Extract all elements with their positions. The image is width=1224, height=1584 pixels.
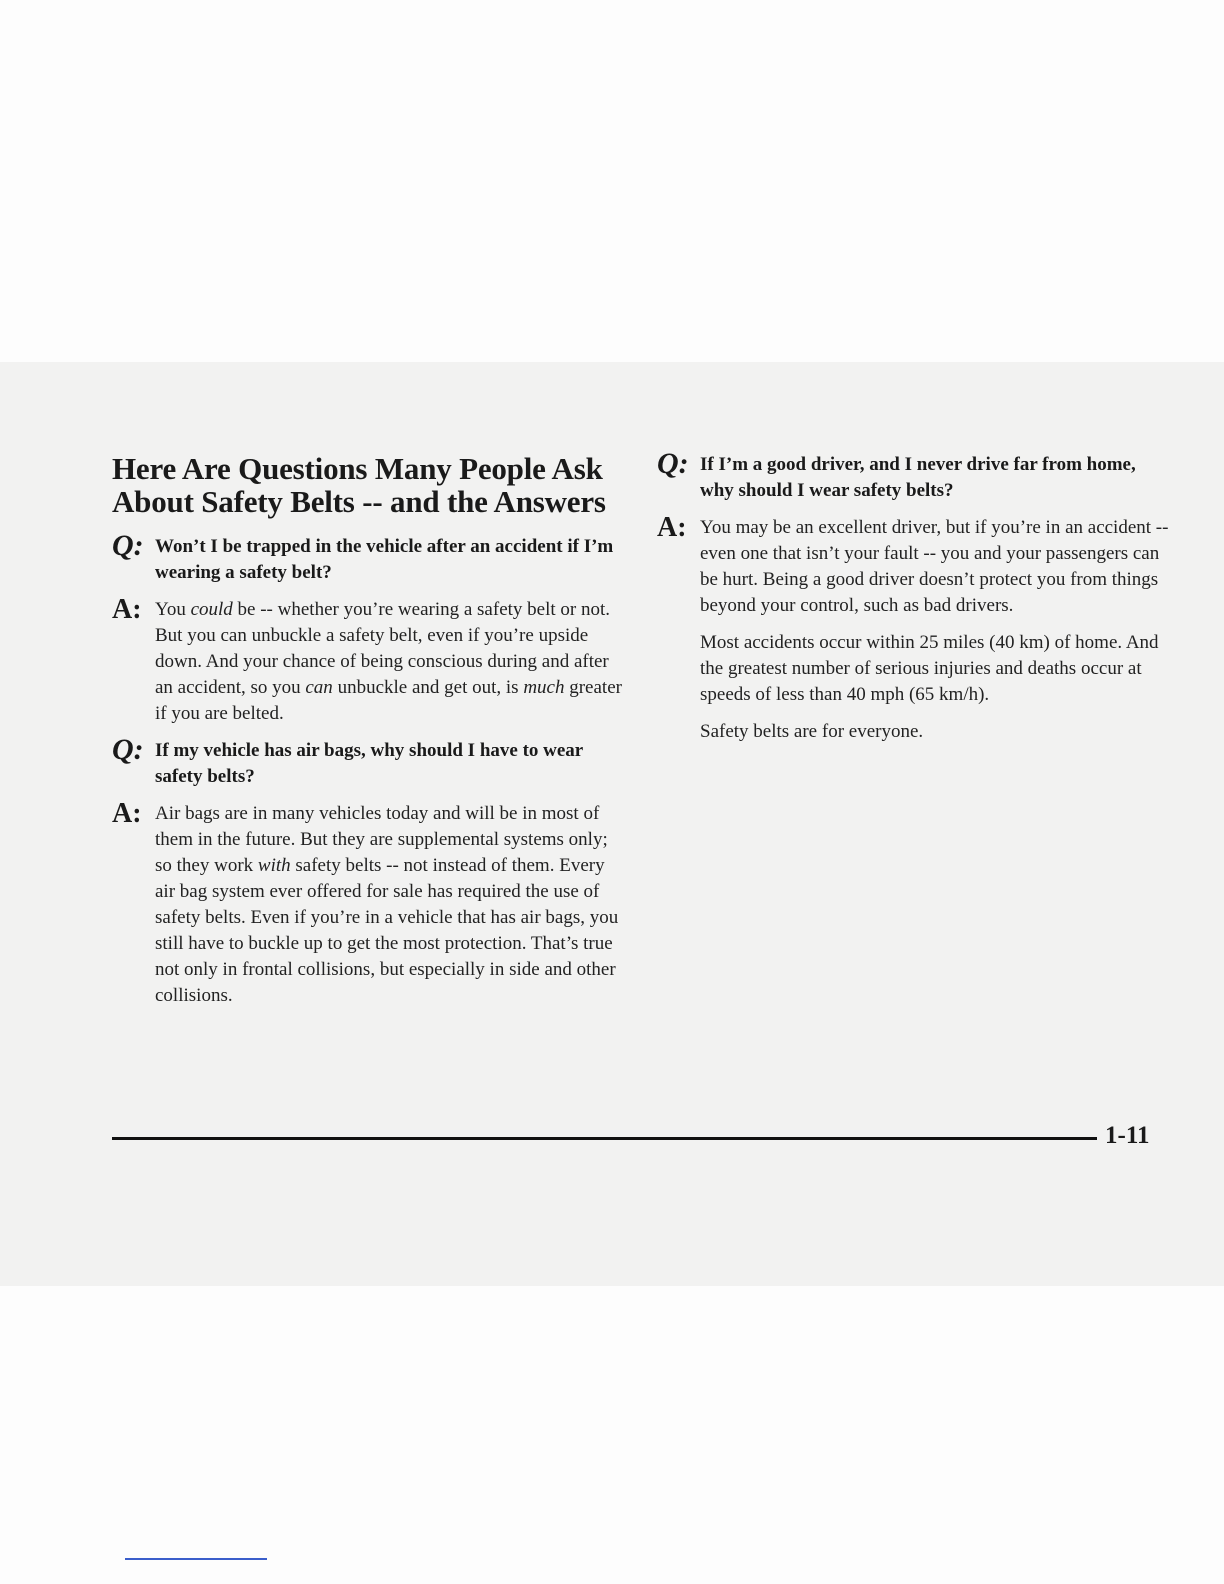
question-text: If my vehicle has air bags, why should I have to wear safety belts? [155,740,583,787]
question-text: Won’t I be trapped in the vehicle after an accident if I’m wearing a safety belt? [155,536,614,583]
right-column [657,447,1172,756]
question-block [112,733,627,790]
heading-line-1: Here Are Questions Many People Ask [112,451,603,486]
bottom-divider [125,1558,267,1560]
answer-marker: A: [112,594,142,625]
question-marker: Q: [112,529,144,562]
answer-paragraph: Safety belts are for everyone. [700,721,924,742]
heading-line-2: About Safety Belts -- and the Answers [112,484,606,519]
answer-text: You may be an excellent driver, but if you’re in an accident -- even one that isn’t your fault -- you and your passengers can be hurt. Being a good driver doesn’t protect you from things beyond your control, such as bad drivers. [700,517,1169,616]
answer-text: You could be -- whether you’re wearing a safety belt or not. But you can unbuckle a safety belt, even if you’re upside down. And your chance of being conscious during and after an accident, so you can unbuckle and get out, is much greater if you are belted. [155,599,622,724]
left-column [112,452,627,1020]
question-block [657,447,1172,504]
question-marker: Q: [112,733,144,766]
answer-block [112,798,627,1009]
answer-block [112,594,627,727]
page-heading [112,452,627,518]
page-number: 1-11 [1105,1122,1150,1149]
answer-marker: A: [657,512,687,543]
answer-block [657,512,1172,619]
question-marker: Q: [657,447,689,480]
answer-text: Air bags are in many vehicles today and will be in most of them in the future. But they are supplemental systems only; so they work with safety belts -- not instead of them. Every air bag system ever offered for sale has required the use of safety belts. Even if you’re in a vehicle that has air bags, you still have to buckle up to get the most protection. That’s true not only in frontal collisions, but especially in side and other collisions. [155,803,619,1006]
question-text: If I’m a good driver, and I never drive far from home, why should I wear safety belts? [700,454,1136,501]
answer-marker: A: [112,798,142,829]
footer-rule [112,1137,1097,1140]
question-block [112,529,627,586]
answer-paragraph: Most accidents occur within 25 miles (40 km) of home. And the greatest number of serious injuries and deaths occur at speeds of less than 40 mph (65 km/h). [700,632,1159,705]
